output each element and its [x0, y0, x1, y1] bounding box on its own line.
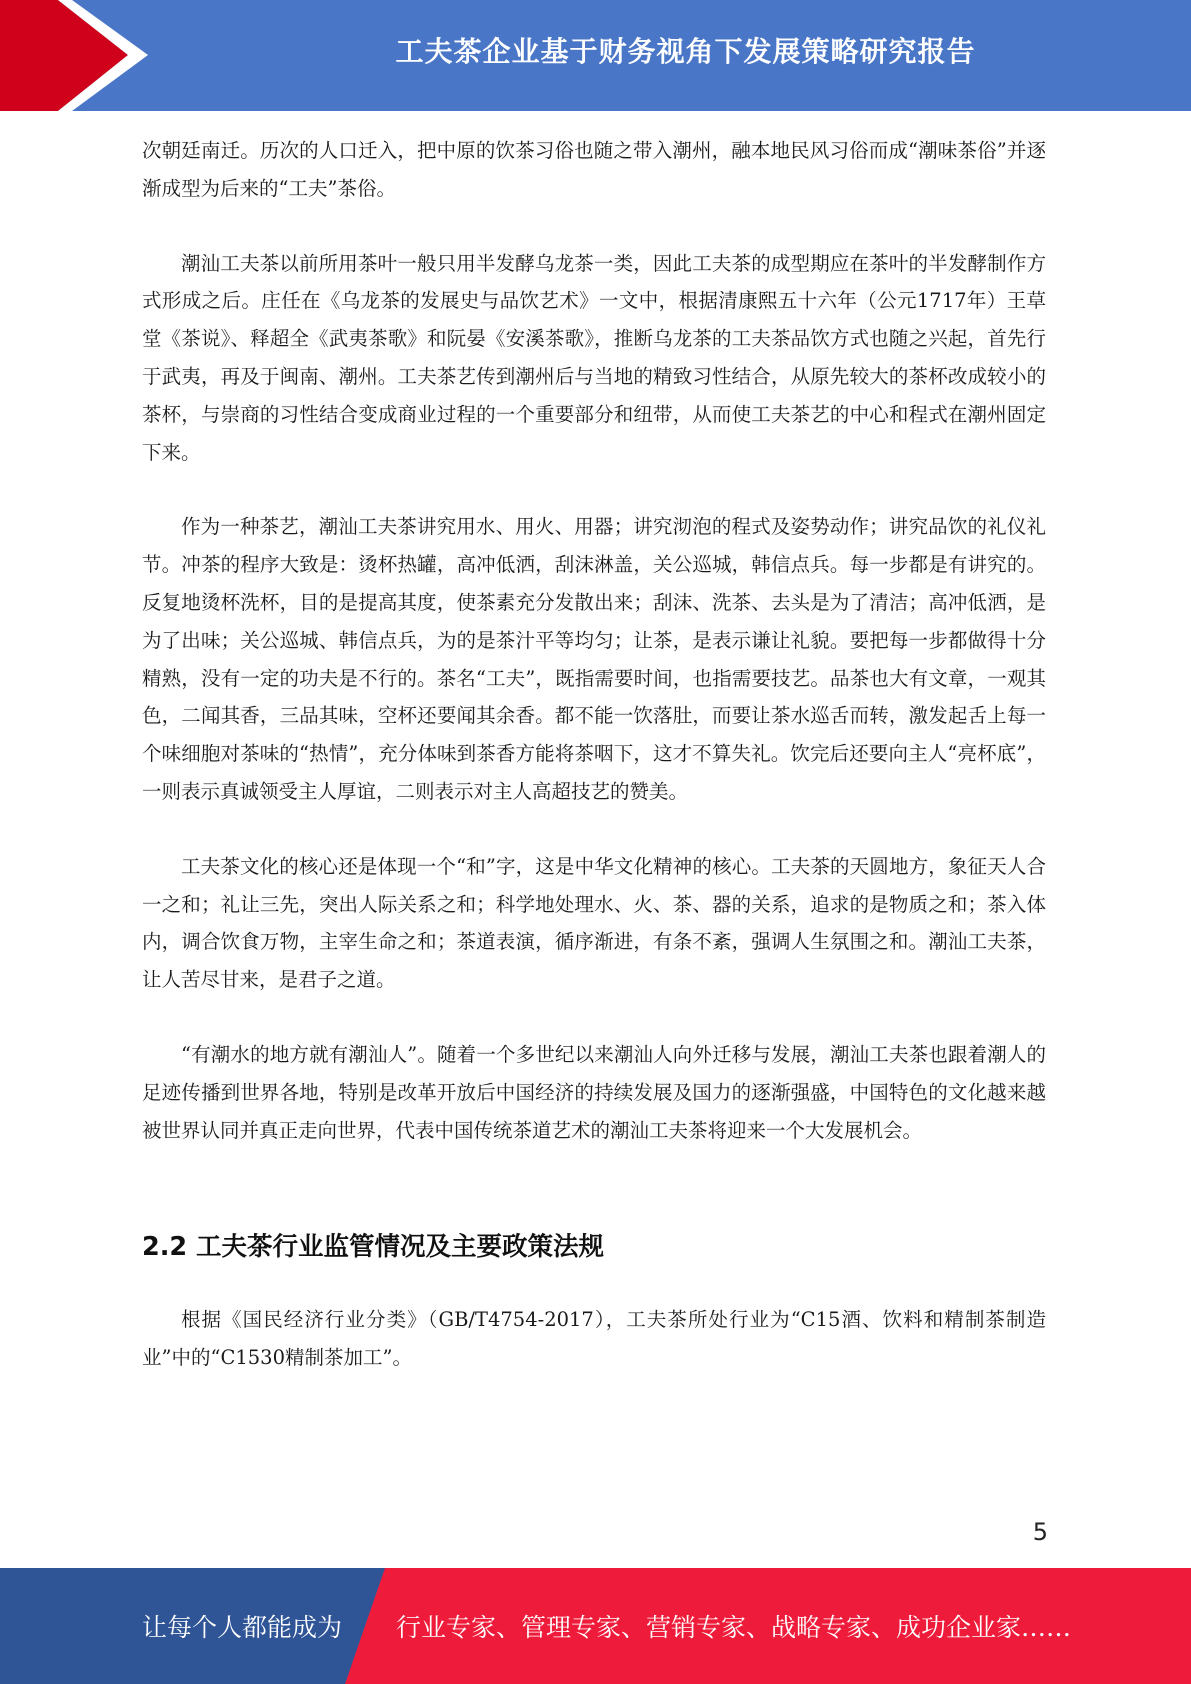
page-footer [0, 1568, 1191, 1684]
footer-slogan-left: 让每个人都能成为 [142, 1613, 343, 1642]
body-paragraph: 工夫茶文化的核心还是体现一个“和”字，这是中华文化精神的核心。工夫茶的天圆地方，象征天人合一之和；礼让三先，突出人际关系之和；科学地处理水、火、茶、器的关系，追求的是物质之和；茶入体内，调合饮食万物，主宰生命之和；茶道表演，循序渐进，有条不紊，强调人生氛围之和。潮汕工夫茶，让人苦尽甘来，是君子之道。 [142, 854, 1046, 992]
body-paragraph: 次朝廷南迁。历次的人口迁入，把中原的饮茶习俗也随之带入潮州，融本地民风习俗而成“潮味茶俗”并逐渐成型为后来的“工夫”茶俗。 [142, 139, 1046, 200]
section-paragraph: 根据《国民经济行业分类》（GB/T4754-2017），工夫茶所处行业为“C15酒、饮料和精制茶制造业”中的“C1530精制茶加工”。 [142, 1308, 1046, 1370]
footer-slogan-right: 行业专家、管理专家、营销专家、战略专家、成功企业家…… [396, 1613, 1072, 1642]
body-paragraph: 潮汕工夫茶以前所用茶叶一般只用半发酵乌龙茶一类，因此工夫茶的成型期应在茶叶的半发酵制作方式形成之后。庄任在《乌龙茶的发展史与品饮艺术》一文中，根据清康熙五十六年（公元1717年）王草堂《茶说》、释超全《武夷茶歌》和阮晏《安溪茶歌》，推断乌龙茶的工夫茶品饮方式也随之兴起，首先行于武夷，再及于闽南、潮州。工夫茶艺传到潮州后与当地的精致习性结合，从原先较大的茶杯改成较小的茶杯，与崇商的习性结合变成商业过程的一个重要部分和纽带，从而使工夫茶艺的中心和程式在潮州固定下来。 [142, 251, 1046, 464]
page-header [0, 0, 1191, 111]
report-title: 工夫茶企业基于财务视角下发展策略研究报告 [395, 35, 976, 68]
page-content [142, 132, 1046, 1377]
page-number: 5 [1032, 1518, 1048, 1546]
body-paragraph: 作为一种茶艺，潮汕工夫茶讲究用水、用火、用器；讲究沏泡的程式及姿势动作；讲究品饮的礼仪礼节。冲茶的程序大致是：烫杯热罐，高冲低洒，刮沫淋盖，关公巡城，韩信点兵。每一步都是有讲究的。反复地烫杯洗杯，目的是提高其度，使茶素充分发散出来；刮沫、洗茶、去头是为了清洁；高冲低洒，是为了出味；关公巡城、韩信点兵，为的是茶汁平等均匀；让茶，是表示谦让礼貌。要把每一步都做得十分精熟，没有一定的功夫是不行的。茶名“工夫”，既指需要时间，也指需要技艺。品茶也大有文章，一观其色，二闻其香，三品其味，空杯还要闻其余香。都不能一饮落肚，而要让茶水巡舌而转，激发起舌上每一个味细胞对茶味的“热情”，充分体味到茶香方能将茶咽下，这才不算失礼。饮完后还要向主人“亮杯底”，一则表示真诚领受主人厚谊，二则表示对主人高超技艺的赞美。 [142, 515, 1046, 803]
body-paragraph: “有潮水的地方就有潮汕人”。随着一个多世纪以来潮汕人向外迁移与发展，潮汕工夫茶也跟着潮人的足迹传播到世界各地，特别是改革开放后中国经济的持续发展及国力的逐渐强盛，中国特色的文化越来越被世界认同并真正走向世界，代表中国传统茶道艺术的潮汕工夫茶将迎来一个大发展机会。 [142, 1042, 1046, 1142]
section-heading: 2.2 工夫茶行业监管情况及主要政策法规 [142, 1232, 605, 1263]
